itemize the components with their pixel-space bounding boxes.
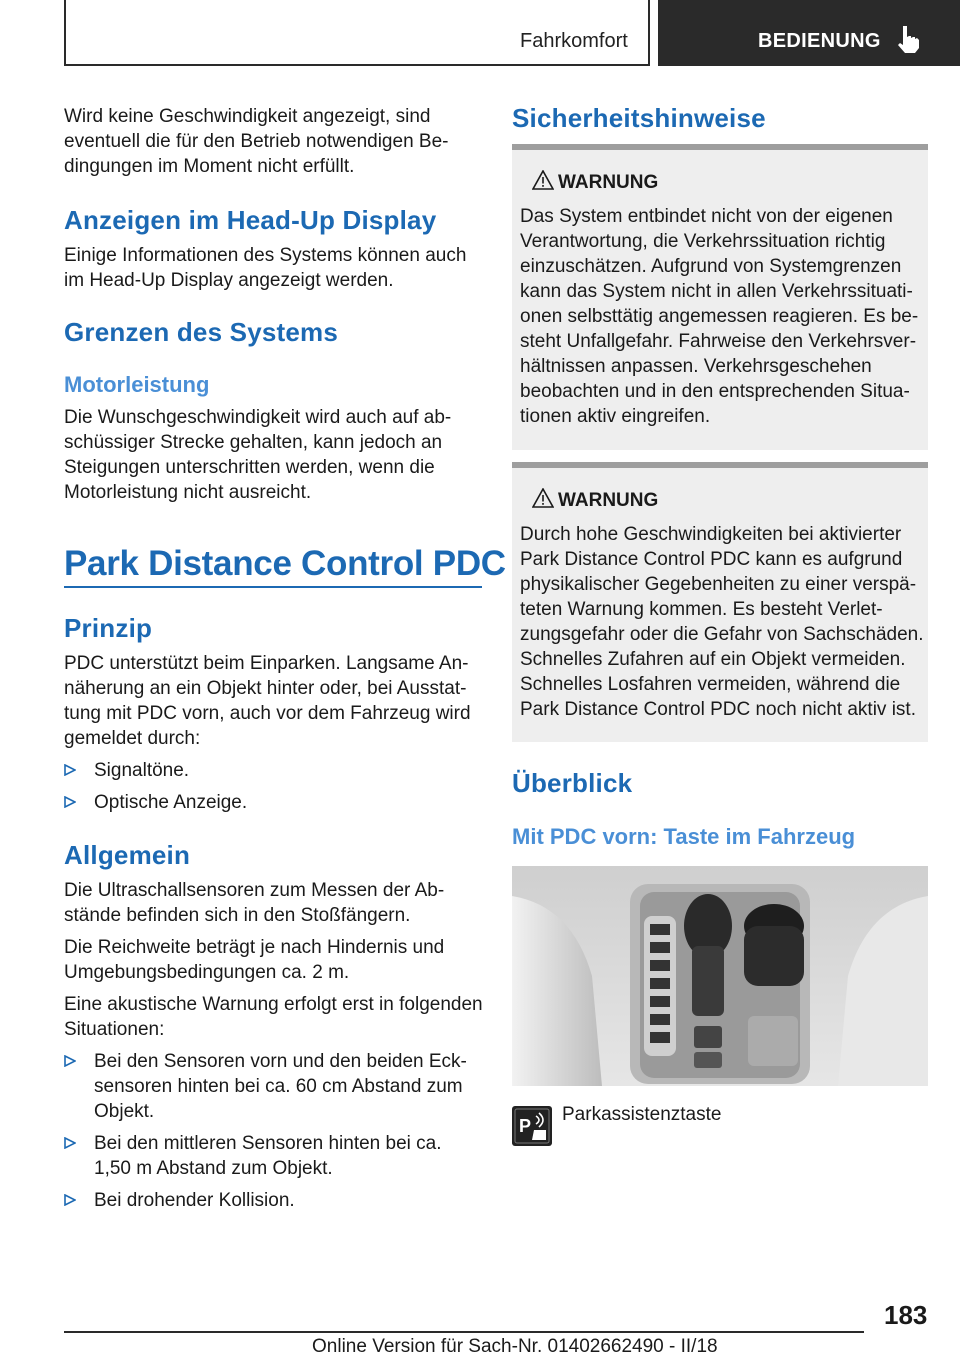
triangle-bullet-icon (64, 796, 76, 808)
safety-heading: Sicherheitshinweise (512, 103, 766, 133)
engine-paragraph: Die Wunschgeschwindigkeit wird auch auf abschüssiger Strecke gehalten, kann jedoch an Steigungen unterschritten werden, wenn die Motorleistung nicht ausreicht. (64, 407, 452, 503)
page-number: 183 (884, 1300, 928, 1330)
principle-paragraph: PDC unterstützt beim Einparken. Langsame Annäherung an ein Objekt hinter oder, bei Ausstattung mit PDC vorn, auch vor dem Fahrzeug wird gemeldet durch: (64, 653, 471, 749)
general-paragraph-1: Die Ultraschallsensoren zum Messen der Abstände befinden sich in den Stoßfängern. (64, 880, 445, 926)
header-chapter-label: BEDIENUNG (758, 30, 881, 52)
front-pdc-subheading: Mit PDC vorn: Taste im Fahrzeug (512, 824, 856, 849)
header-section-label: Fahrkomfort (520, 30, 628, 52)
hud-heading: Anzeigen im Head-Up Display (64, 205, 437, 235)
warning-box-2 (512, 462, 928, 742)
warning-label: WARNUNG (558, 172, 659, 193)
intro-paragraph: Wird keine Geschwindigkeit angezeigt, sind eventuell die für den Betrieb notwendigen Bedingungen im Moment nicht erfüllt. (64, 106, 449, 177)
hud-paragraph: Einige Informationen des Systems können auch im Head-Up Display angezeigt werden. (64, 245, 467, 291)
online-version-note: Online Version für Sach-Nr. 01402662490 - II/18 (312, 1336, 718, 1357)
park-assist-button-label: Parkassistenztaste (562, 1104, 722, 1125)
chapter-title-rule (64, 586, 482, 588)
center-console-photo (512, 866, 928, 1086)
warning-text: Durch hohe Geschwindigkeiten bei aktivierter Park Distance Control PDC kann es aufgrund physikalischer Gegebenheiten zu einer verspäteten Warnung kommen. Es besteht Verletzungsgefahr oder die Gefahr von Sachschäden. Schnelles Zufahren auf ein Objekt vermeiden. Schnelles Losfahren vermeiden, während die Park Distance Control PDC noch nicht aktiv ist. (520, 524, 924, 720)
triangle-bullet-icon (64, 764, 76, 776)
triangle-bullet-icon (64, 1055, 76, 1067)
triangle-bullet-icon (64, 1137, 76, 1149)
warning-triangle-icon (532, 488, 554, 508)
general-paragraph-2: Die Reichweite beträgt je nach Hindernis und Umgebungsbedingungen ca. 2 m. (64, 937, 445, 983)
footer-rule (64, 1331, 864, 1333)
overview-heading: Überblick (512, 768, 633, 798)
pdc-chapter-title: Park Distance Control PDC (64, 544, 506, 583)
warning-box-1 (512, 144, 928, 450)
warning-triangle-icon (532, 170, 554, 190)
svg-text:P: P (519, 1116, 532, 1136)
limits-heading: Grenzen des Systems (64, 317, 339, 347)
engine-subheading: Motorleistung (64, 372, 210, 397)
warning-text: Das System entbindet nicht von der eigenen Verantwortung, die Verkehrssituation richtig einzuschätzen. Aufgrund von Systemgrenzen kann das System nicht in allen Verkehrssituationen selbsttätig angemessen reagieren. Es besteht Unfallgefahr. Fahrweise den Verkehrsverhältnissen anpassen. Verkehrsgeschehen beobachten und in den entsprechenden Situationen aktiv eingreifen. (520, 206, 919, 427)
park-assist-button-icon (512, 1106, 552, 1146)
pointing-hand-icon (894, 24, 922, 54)
triangle-bullet-icon (64, 1194, 76, 1206)
general-heading: Allgemein (64, 840, 191, 870)
principle-heading: Prinzip (64, 613, 153, 643)
warning-label: WARNUNG (558, 490, 659, 511)
general-paragraph-3: Eine akustische Warnung erfolgt erst in folgenden Situationen: (64, 994, 483, 1040)
